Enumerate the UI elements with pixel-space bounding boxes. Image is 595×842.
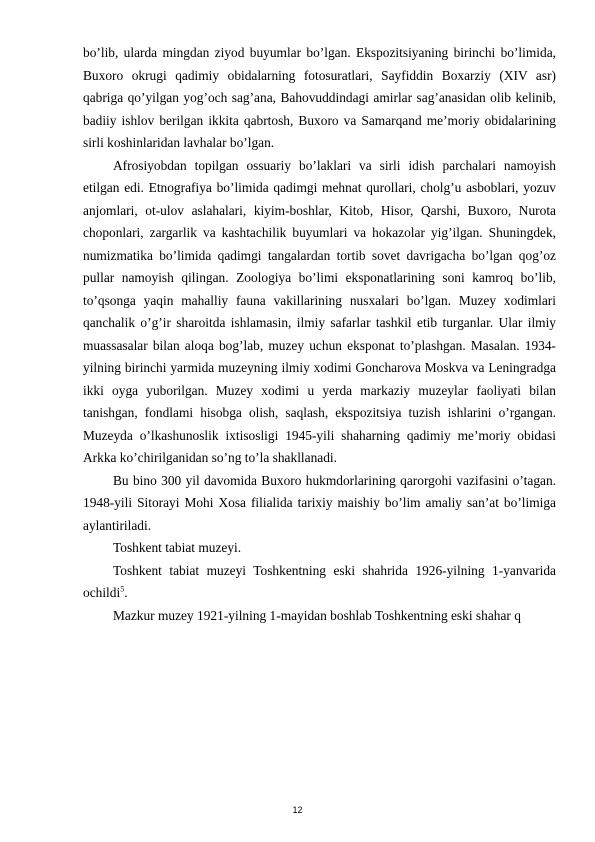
paragraph-museum-1921: Mazkur muzey 1921-yilning 1-mayidan boshlab Toshkentning eski shahar q xyxy=(113,607,521,623)
paragraph-heading-tashkent-museum: Toshkent tabiat muzeyi. xyxy=(113,540,242,555)
paragraph-ark-building: Bu bino 300 yil davomida Buxoro hukmdorlarining qarorgohi vazifasini o’tagan. 1948-yili Sitorayi Mohi Xosa filialida tarixiy maishiy bo’lim amaliy san’at bo’limiga aylantiriladi. xyxy=(83,472,556,533)
paragraph-afrosiyob-finds: Afrosiyobdan topilgan ossuariy bo’laklari va sirli idish parchalari namoyish etilgan edi. Etnografiya bo’limida qadimgi mehnat qurollari, cholg’u asboblari, yozuv anjomlari, ot-ulov aslahalari, kiyim-boshlar, Kitob, Hisor, Qarshi, Buxoro, Nurota choponlari, zargarlik va kashtachilik buyumlari va hokazolar yig’ilgan. Shuningdek, numizmatika bo’limida qadimgi tangalardan tortib sovet davrigacha bo’lgan qog’oz pullar namoyish qilingan. Zoologiya bo’limi eksponatlarining soni kamroq bo’lib, to’qsonga yaqin mahalliy fauna vakillarining nusxalari bo’lgan. Muzey xodimlari qanchalik o’g’ir sharoitda ishlamasin, ilmiy safarlar tashkil etib turganlar. Ular ilmiy muassasalar bilan aloqa bog’lab, muzey uchun eksponat to’plashgan. Masalan. 1934-yilning birinchi yarmida muzeyning ilmiy xodimi Goncharova Moskva va Leningradga ikki oyga yuborilgan. Muzey xodimi u yerda markaziy muzeylar faoliyati bilan tanishgan, fondlami hisobga olish, saqlash, ekspozitsiya tuzish ishlarini o’rgangan. Muzeyda o’lkashunoslik ixtisosligi 1945-yili shaharning qadimiy me’moriy obidasi Arkka ko’chirilganidan so’ng to’la shakllanadi. xyxy=(83,157,556,465)
page-number: 12 xyxy=(292,805,303,815)
paragraph-museum-exhibition: bo’lib, ularda mingdan ziyod buyumlar bo’lgan. Ekspozitsiyaning birinchi bo’limida, Buxoro okrugi qadimiy obidalarning fotosuratlari, Sayfiddin Boxarziy (XIV asr) qabriga qo’yilgan yog’och sag’ana, Bahovuddindagi amirlar sag’anasidan olib kelinib, badiiy ishlov berilgan ikkita qabrtosh, Buxoro va Samarqand me’moriy obidalarining sirli koshinlaridan lavhalar bo’lgan. xyxy=(83,45,556,150)
paragraph-tashkent-museum-opening-text: Toshkent tabiat muzeyi Toshkentning eski shahrida 1926-yilning 1-yanvarida ochildi xyxy=(83,562,556,600)
footnote-marker: 5 xyxy=(120,584,125,594)
page-body xyxy=(83,42,556,627)
paragraph-tashkent-museum-opening xyxy=(83,560,556,605)
paragraph-tashkent-museum-opening-end: . xyxy=(124,585,128,600)
